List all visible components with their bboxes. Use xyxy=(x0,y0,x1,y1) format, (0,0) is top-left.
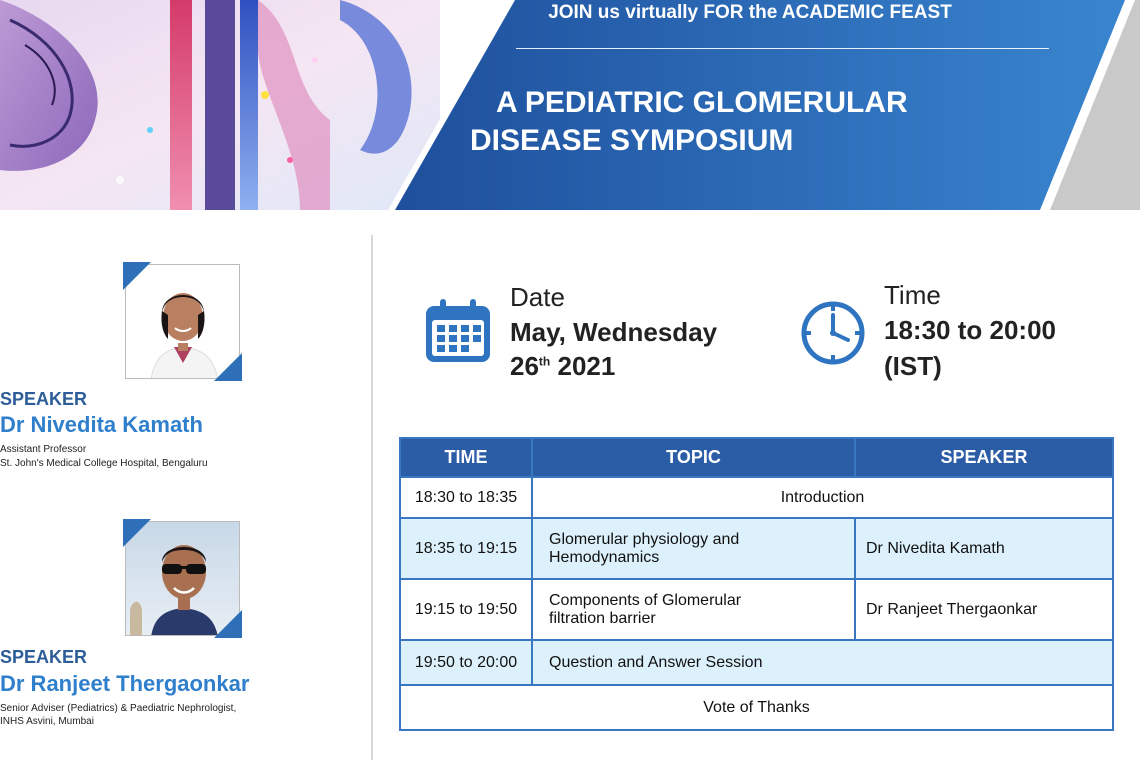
speaker-position: Senior Adviser (Pediatrics) & Paediatric Nephrologist, xyxy=(0,703,237,714)
speaker-affiliation: St. John's Medical College Hospital, Bengaluru xyxy=(0,458,208,469)
date-label: Date xyxy=(510,282,565,312)
event-title-line1: A PEDIATRIC GLOMERULAR xyxy=(496,86,908,119)
column-header-time: TIME xyxy=(400,438,532,477)
column-header-topic: TOPIC xyxy=(532,438,855,477)
table-row xyxy=(400,518,1113,579)
speaker-role: SPEAKER xyxy=(0,389,88,409)
row-time: 18:30 to 18:35 xyxy=(400,477,532,518)
column-divider xyxy=(371,235,373,760)
row-time: 19:50 to 20:00 xyxy=(400,640,532,685)
date-day-year xyxy=(510,350,615,382)
speaker-photo-frame xyxy=(125,264,240,379)
banner-rule xyxy=(516,48,1049,49)
speaker-name: Dr Nivedita Kamath xyxy=(0,412,203,437)
header-banner xyxy=(0,0,1140,210)
date-year: 2021 xyxy=(557,351,616,381)
row-topic xyxy=(532,518,855,579)
date-weekday: May, Wednesday xyxy=(510,317,718,347)
column-header-speaker: SPEAKER xyxy=(855,438,1113,477)
row-topic: Introduction xyxy=(532,477,1113,518)
speaker-affiliation: INHS Asvini, Mumbai xyxy=(0,716,94,727)
row-topic-line2: filtration barrier xyxy=(549,609,656,627)
speaker-position: Assistant Professor xyxy=(0,444,87,455)
row-topic: Question and Answer Session xyxy=(532,640,1113,685)
row-topic-line1: Components of Glomerular xyxy=(549,591,742,609)
row-time: 19:15 to 19:50 xyxy=(400,579,532,640)
time-zone: (IST) xyxy=(884,351,942,381)
photo-corner-accent xyxy=(123,262,151,290)
event-title-line2: DISEASE SYMPOSIUM xyxy=(470,124,794,157)
table-row xyxy=(400,640,1113,685)
row-topic xyxy=(532,579,855,640)
time-label: Time xyxy=(884,280,941,310)
photo-corner-accent xyxy=(123,519,151,547)
speaker-name: Dr Ranjeet Thergaonkar xyxy=(0,671,250,696)
row-speaker: Dr Nivedita Kamath xyxy=(855,518,1113,579)
row-topic: Vote of Thanks xyxy=(400,685,1113,730)
schedule-table xyxy=(399,437,1114,731)
speaker-role: SPEAKER xyxy=(0,647,88,667)
banner-text xyxy=(440,0,1100,210)
date-day: 26 xyxy=(510,351,539,381)
time-range: 18:30 to 20:00 xyxy=(884,315,1056,345)
date-suffix: th xyxy=(538,354,551,369)
banner-tagline: JOIN us virtually FOR the ACADEMIC FEAST xyxy=(548,2,952,23)
row-topic-line1: Glomerular physiology and xyxy=(549,530,740,548)
calendar-icon xyxy=(424,298,492,364)
table-row xyxy=(400,685,1113,730)
table-header-row xyxy=(400,438,1113,477)
event-title xyxy=(470,84,908,160)
table-row xyxy=(400,477,1113,518)
row-topic-line2: Hemodynamics xyxy=(549,548,660,566)
clock-icon xyxy=(800,300,866,366)
row-time: 18:35 to 19:15 xyxy=(400,518,532,579)
row-speaker: Dr Ranjeet Thergaonkar xyxy=(855,579,1113,640)
speaker-photo-frame xyxy=(125,521,240,636)
photo-corner-accent xyxy=(214,353,242,381)
photo-corner-accent xyxy=(214,610,242,638)
table-row xyxy=(400,579,1113,640)
